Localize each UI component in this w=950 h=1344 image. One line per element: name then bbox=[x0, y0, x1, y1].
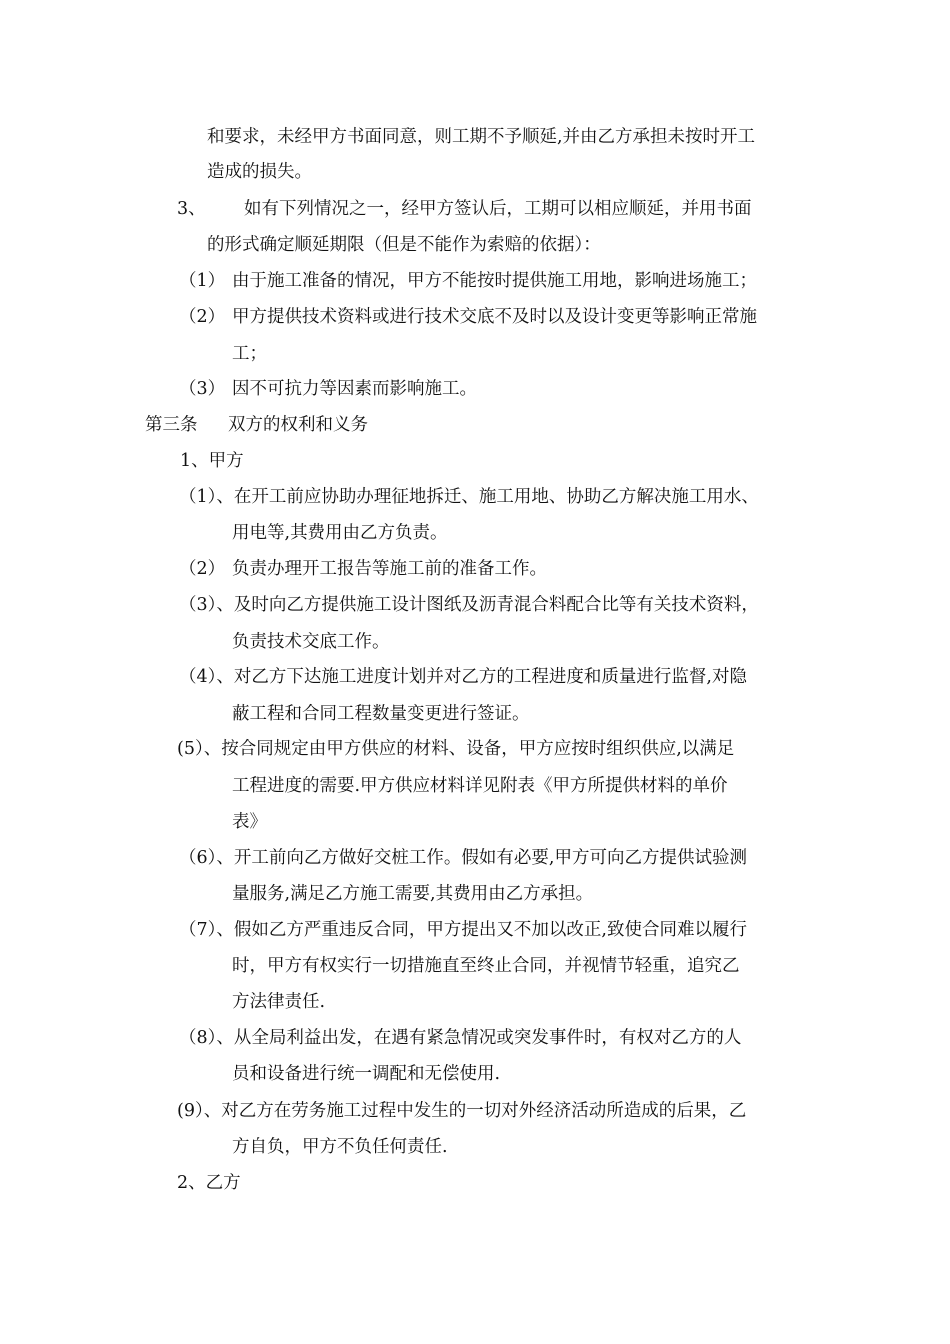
item-number: （3） bbox=[179, 379, 226, 399]
text-line: （4）、对乙方下达施工进度计划并对乙方的工程进度和质量进行监督,对隐 bbox=[179, 667, 747, 687]
text-line: （3）、及时向乙方提供施工设计图纸及沥青混合料配合比等有关技术资料， bbox=[179, 595, 759, 615]
text-line: 甲方提供技术资料或进行技术交底不及时以及设计变更等影响正常施 bbox=[232, 307, 757, 327]
text-line: 负责办理开工报告等施工前的准备工作。 bbox=[232, 559, 547, 579]
text-line: （1）、在开工前应协助办理征地拆迁、施工用地、协助乙方解决施工用水、 bbox=[179, 487, 759, 507]
text-line: 方法律责任. bbox=[232, 992, 326, 1012]
text-line: 如有下列情况之一，经甲方签认后，工期可以相应顺延，并用书面 bbox=[244, 199, 752, 219]
text-line: 用电等,其费用由乙方负责。 bbox=[232, 523, 448, 543]
text-line: （8）、从全局利益出发，在遇有紧急情况或突发事件时，有权对乙方的人 bbox=[179, 1028, 742, 1048]
text-line: （7）、假如乙方严重违反合同，甲方提出又不加以改正,致使合同难以履行 bbox=[179, 920, 747, 940]
text-line: 造成的损失。 bbox=[207, 162, 312, 182]
text-line: 表》 bbox=[232, 812, 267, 832]
text-line: 因不可抗力等因素而影响施工。 bbox=[232, 379, 477, 399]
text-line: 由于施工准备的情况，甲方不能按时提供施工用地，影响进场施工； bbox=[232, 271, 757, 291]
text-line: 负责技术交底工作。 bbox=[232, 632, 390, 652]
text-line: 工； bbox=[232, 344, 267, 364]
item-number: （2） bbox=[179, 559, 226, 579]
article-title: 双方的权利和义务 bbox=[228, 415, 368, 435]
item-number: （1） bbox=[179, 271, 226, 291]
text-line: 的形式确定顺延期限（但是不能作为索赔的依据）： bbox=[207, 235, 601, 255]
item-number: 3、 bbox=[177, 199, 206, 219]
item-number: （2） bbox=[179, 307, 226, 327]
text-line: (9）、对乙方在劳务施工过程中发生的一切对外经济活动所造成的后果，乙 bbox=[177, 1101, 747, 1121]
section-heading: 2、乙方 bbox=[177, 1173, 241, 1193]
text-line: 和要求，未经甲方书面同意，则工期不予顺延,并由乙方承担未按时开工 bbox=[207, 127, 756, 147]
text-line: 量服务,满足乙方施工需要,其费用由乙方承担。 bbox=[232, 884, 594, 904]
text-line: 员和设备进行统一调配和无偿使用. bbox=[232, 1064, 501, 1084]
text-line: 蔽工程和合同工程数量变更进行签证。 bbox=[232, 704, 530, 724]
text-line: 时，甲方有权实行一切措施直至终止合同，并视情节轻重，追究乙 bbox=[232, 956, 740, 976]
text-line: 工程进度的需要.甲方供应材料详见附表《甲方所提供材料的单价 bbox=[232, 776, 728, 796]
text-line: （6）、开工前向乙方做好交桩工作。假如有必要,甲方可向乙方提供试验测 bbox=[179, 848, 747, 868]
text-line: (5）、按合同规定由甲方供应的材料、设备，甲方应按时组织供应,以满足 bbox=[177, 739, 735, 759]
section-heading: 1、甲方 bbox=[180, 451, 244, 471]
article-number: 第三条 bbox=[145, 415, 198, 435]
text-line: 方自负，甲方不负任何责任. bbox=[232, 1137, 448, 1157]
